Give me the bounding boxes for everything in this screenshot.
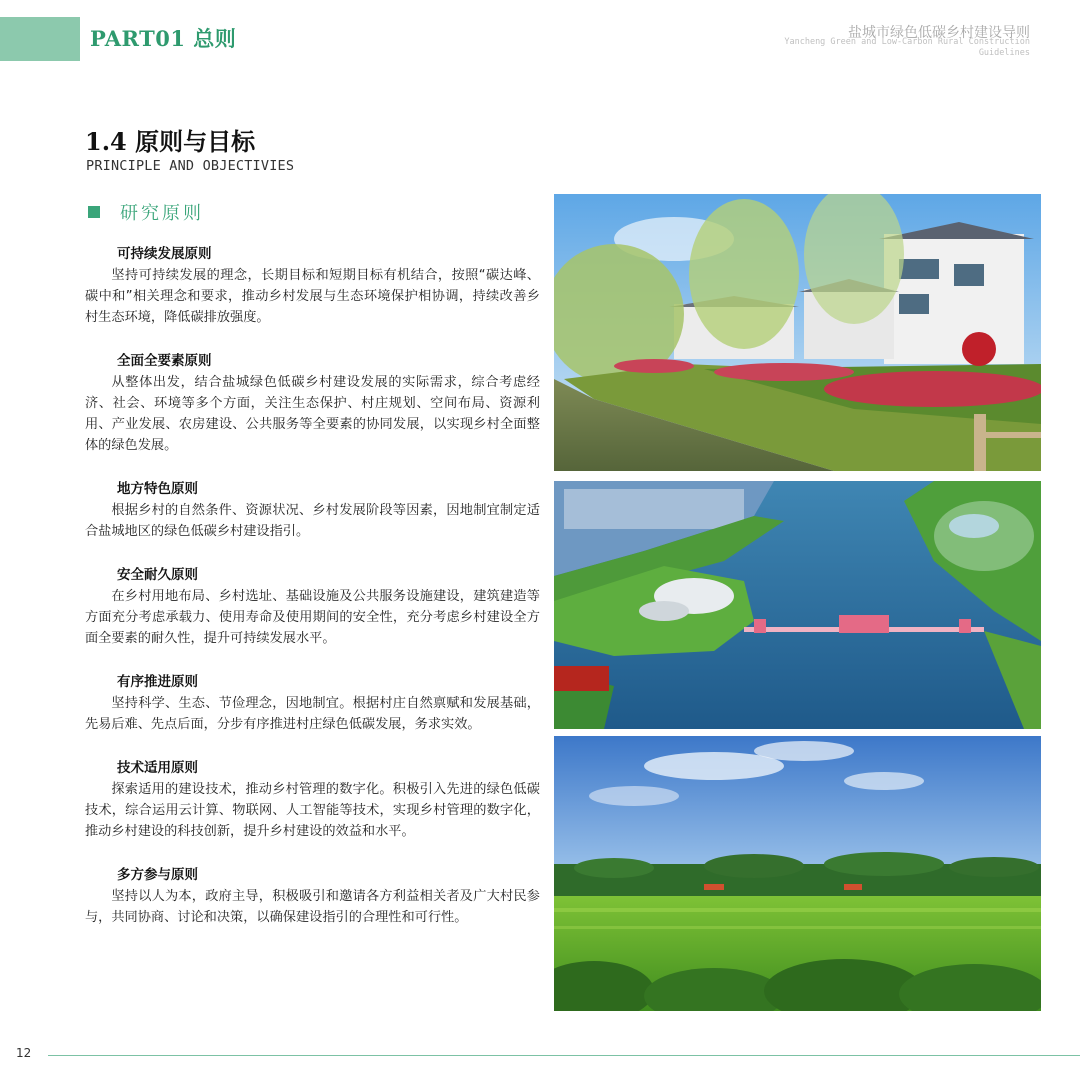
principle-item [85, 865, 540, 928]
principle-text: 坚持以人为本，政府主导，积极吸引和邀请各方利益相关者及广大村民参与，共同协商、讨论和决策，以确保建设指引的合理性和可行性。 [85, 889, 540, 925]
principle-item [85, 565, 540, 649]
principle-title: 地方特色原则 [117, 481, 198, 497]
square-bullet-icon [88, 206, 100, 218]
principle-title: 技术适用原则 [117, 760, 198, 776]
principle-text: 坚持科学、生态、节俭理念，因地制宜。根据村庄自然禀赋和发展基础，先易后难、先点后面，分步有序推进村庄绿色低碳发展，务求实效。 [85, 696, 540, 732]
principle-title: 多方参与原则 [117, 867, 198, 883]
principle-item [85, 758, 540, 842]
principle-item [85, 672, 540, 735]
section-title: 1.4 原则与目标 [85, 127, 256, 156]
photo-aerial-lake-bridge [554, 481, 1041, 729]
principle-title: 全面全要素原则 [117, 353, 212, 369]
photo-riverside-village [554, 194, 1041, 471]
section-subtitle: PRINCIPLE AND OBJECTIVIES [86, 158, 295, 174]
part-label: PART01 总则 [90, 26, 237, 51]
footer-divider [48, 1055, 1080, 1056]
principle-text: 从整体出发，结合盐城绿色低碳乡村建设发展的实际需求，综合考虑经济、社会、环境等多个方面，关注生态保护、村庄规划、空间布局、资源利用、产业发展、农房建设、公共服务等全要素的协同发展，以实现乡村全面整体的绿色发展。 [85, 375, 540, 453]
photo-green-fields [554, 736, 1041, 1011]
principle-item [85, 351, 540, 456]
principle-item [85, 244, 540, 328]
principle-item [85, 479, 540, 542]
principle-text: 探索适用的建设技术，推动乡村管理的数字化。积极引入先进的绿色低碳技术，综合运用云计算、物联网、人工智能等技术，实现乡村管理的数字化，推动乡村建设的科技创新，提升乡村建设的效益和水平。 [85, 782, 540, 839]
part-color-band [0, 17, 80, 61]
principle-text: 在乡村用地布局、乡村选址、基础设施及公共服务设施建设，建筑建造等方面充分考虑承载力、使用寿命及使用期间的安全性，充分考虑乡村建设全方面全要素的耐久性，提升可持续发展水平。 [85, 589, 540, 646]
sub-heading: 研究原则 [120, 203, 204, 224]
document-title-en: Yancheng Green and Low-Carbon Rural Construction Guidelines [784, 37, 1030, 58]
principle-title: 有序推进原则 [117, 674, 198, 690]
principle-title: 安全耐久原则 [117, 567, 198, 583]
principle-title: 可持续发展原则 [117, 246, 212, 262]
principle-text: 坚持可持续发展的理念，长期目标和短期目标有机结合，按照“碳达峰、碳中和”相关理念和要求，推动乡村发展与生态环境保护相协调，持续改善乡村生态环境，降低碳排放强度。 [85, 268, 540, 325]
page-number: 12 [16, 1046, 32, 1060]
document-title-cn: 盐城市绿色低碳乡村建设导则 [848, 25, 1030, 41]
principles-list [85, 244, 540, 951]
principle-text: 根据乡村的自然条件、资源状况、乡村发展阶段等因素，因地制宜制定适合盐城地区的绿色低碳乡村建设指引。 [85, 503, 540, 539]
